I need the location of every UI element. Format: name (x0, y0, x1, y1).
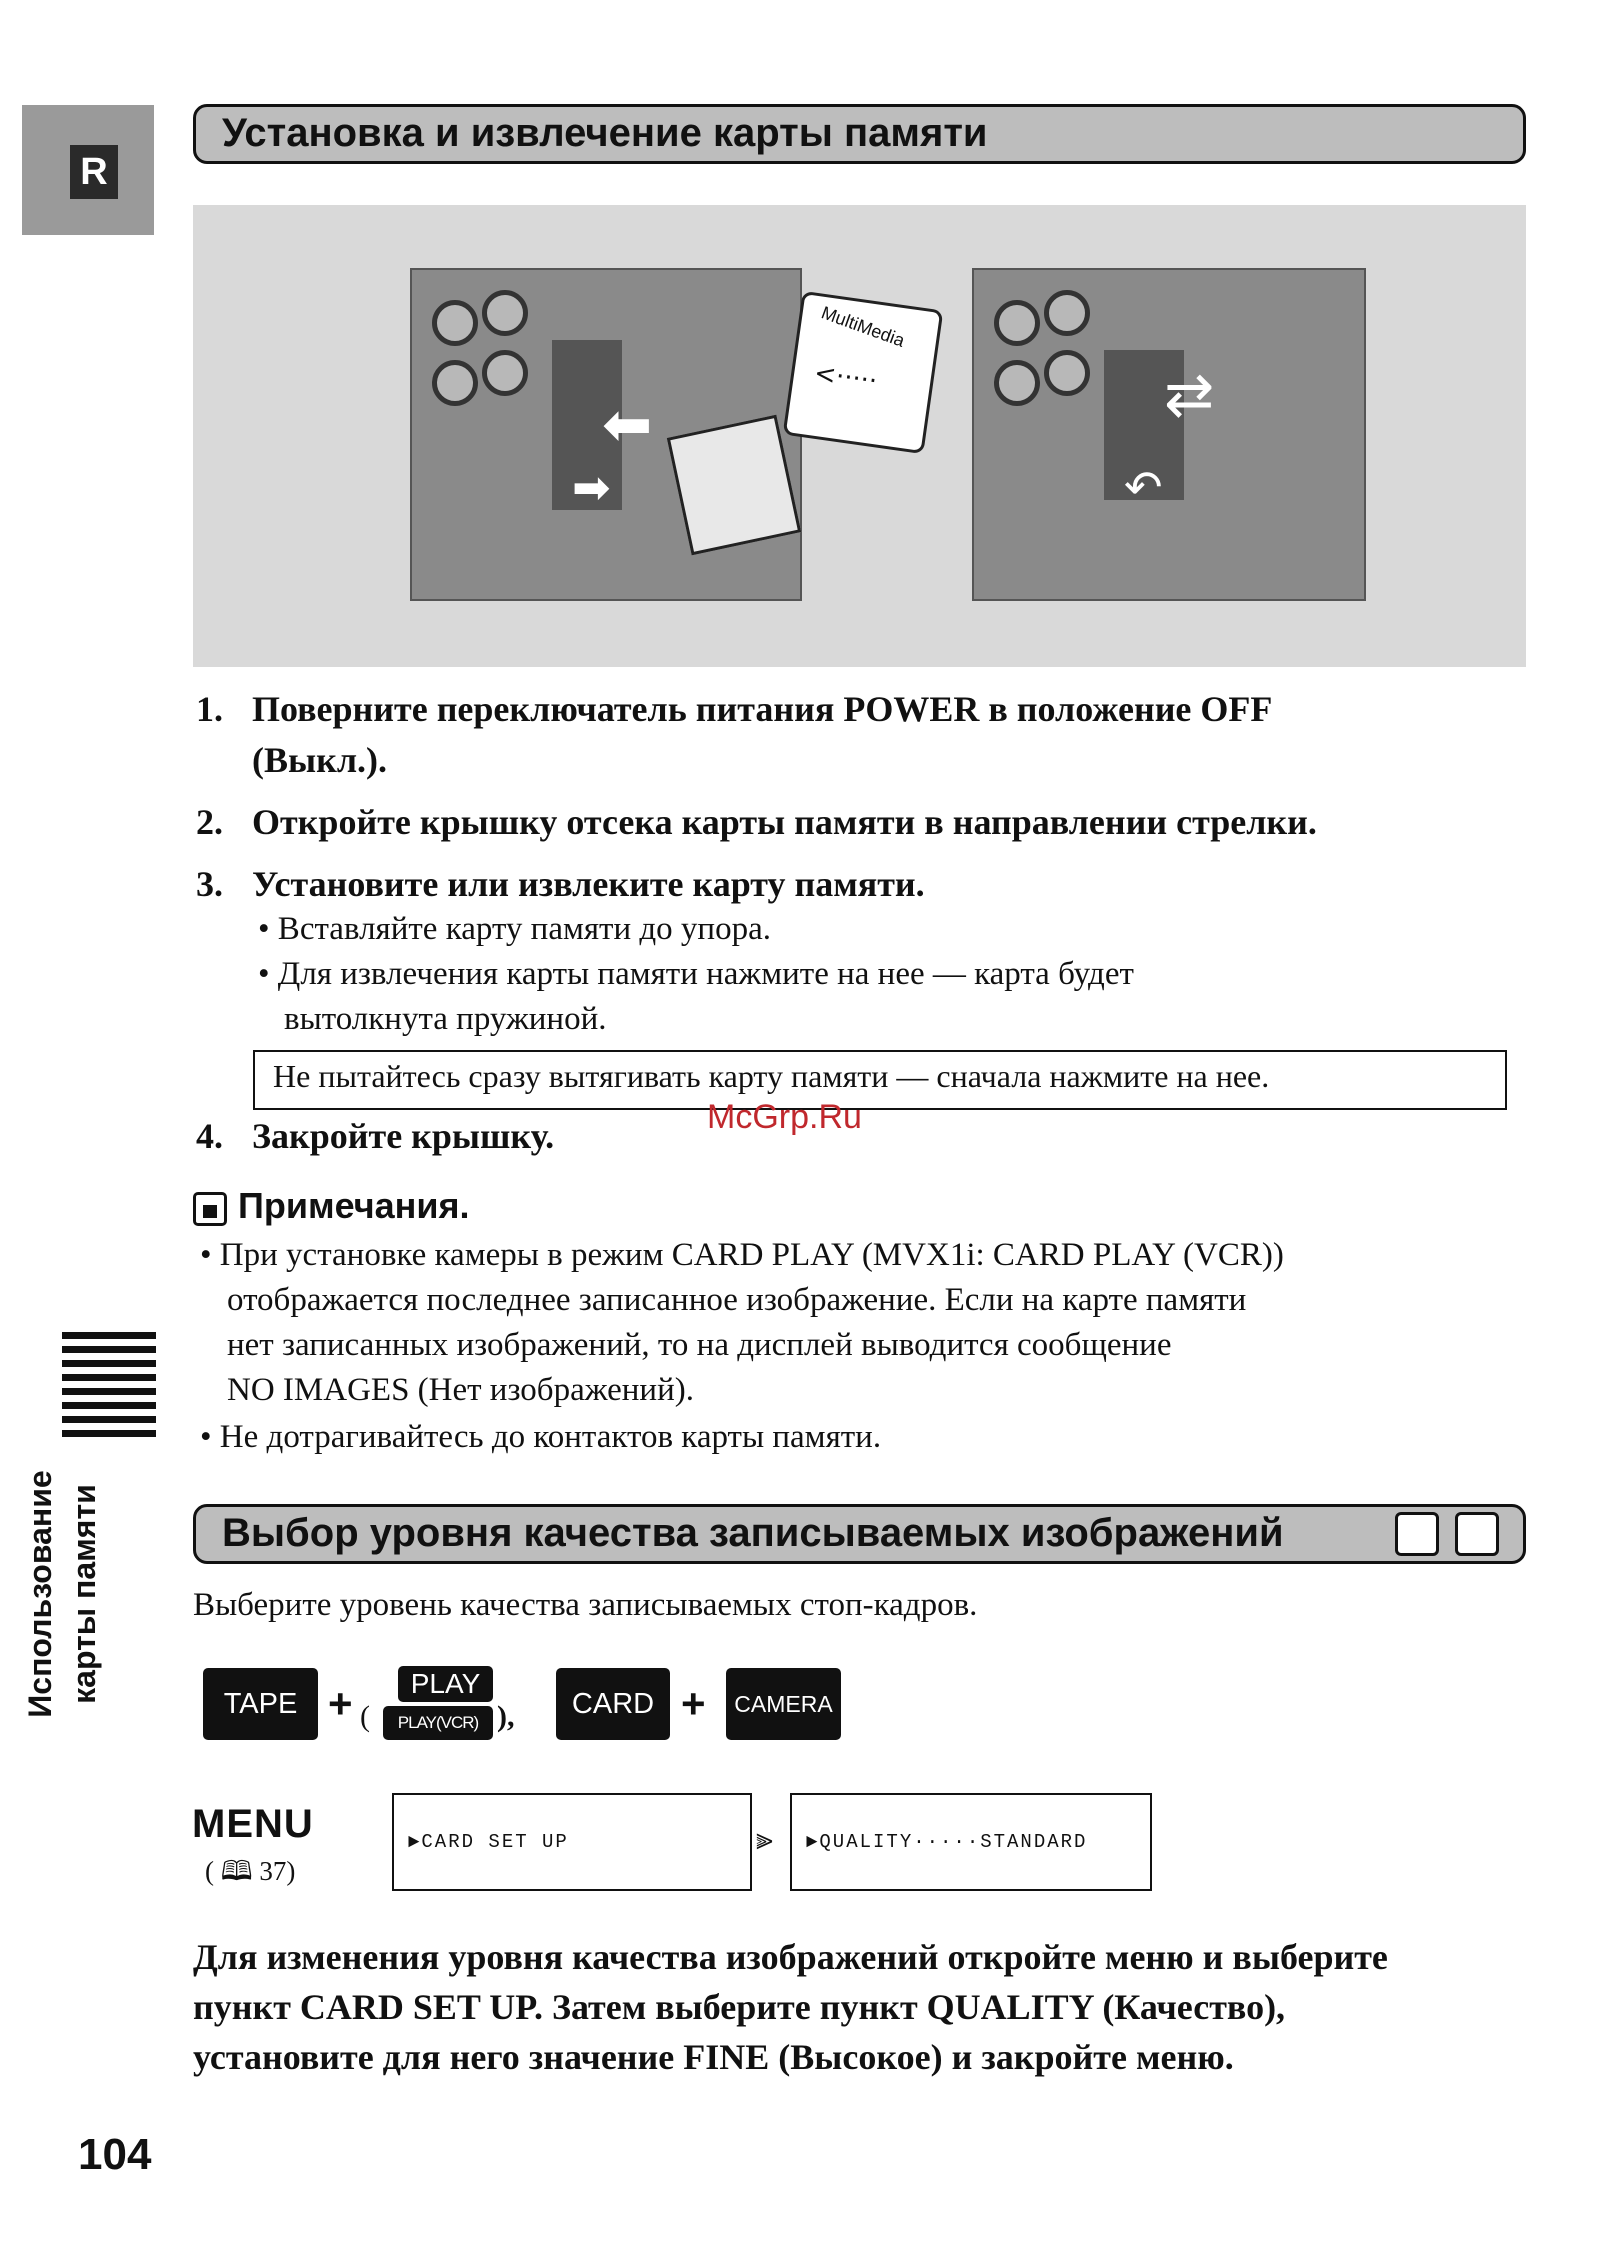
menu-item-text: ►CARD SET UP (408, 1831, 569, 1853)
card-mode-button: CARD (556, 1668, 670, 1740)
direction-arrow-icon: <····· (812, 358, 880, 397)
camera-mode-icon (1455, 1512, 1499, 1556)
section-intro: Выберите уровень качества записываемых стоп-кадров. (193, 1587, 978, 1623)
menu-page-ref: ( 🕮 37) (205, 1856, 296, 1886)
notes-title: Примечания. (238, 1185, 470, 1226)
open-arrow-icon: ➡ (572, 460, 611, 514)
card-label-callout (783, 291, 944, 454)
note-line: • При установке камеры в режим CARD PLAY (MVX1i: CARD PLAY (VCR)) (200, 1237, 1284, 1273)
paren-close: ), (497, 1700, 515, 1733)
plus-sign: + (328, 1680, 353, 1727)
side-tab-bar (62, 1346, 156, 1353)
button-dial (994, 360, 1040, 406)
side-tab-bar (62, 1374, 156, 1381)
eject-arrow-icon: ⇄ (1164, 360, 1215, 430)
step-1: 1. Поверните переключатель питания POWER в положение OFF (196, 689, 1273, 729)
button-dial (482, 290, 528, 336)
button-dial (432, 300, 478, 346)
note-line: отображается последнее записанное изображение. Если на карте памяти (227, 1282, 1247, 1318)
button-dial (994, 300, 1040, 346)
insert-arrow-icon: ⬅ (602, 390, 653, 460)
page-number: 104 (78, 2130, 152, 2179)
instruction-line: установите для него значение FINE (Высокое) и закройте меню. (193, 2037, 1234, 2077)
side-tab-bar (62, 1332, 156, 1339)
plus-sign: + (681, 1680, 706, 1727)
tape-mode-button: TAPE (203, 1668, 318, 1740)
menu-item-text: ►QUALITY·····STANDARD (806, 1831, 1088, 1853)
menu-label: MENU (192, 1802, 314, 1846)
step-3-bullet: • Для извлечения карты памяти нажмите на нее — карта будет (258, 956, 1134, 992)
menu-step-card-setup (392, 1793, 752, 1891)
paren-open: ( (360, 1700, 370, 1733)
menu-next-arrow-icon: ⫸ (756, 1822, 773, 1857)
watermark: McGrp.Ru (707, 1098, 862, 1136)
section-title: Установка и извлечение карты памяти (222, 111, 988, 155)
side-tab-bar (62, 1360, 156, 1367)
play-mode-button: PLAY (398, 1666, 493, 1702)
step-3-bullet: • Вставляйте карту памяти до упора. (258, 911, 771, 947)
side-label-line2: карты памяти (66, 1484, 102, 1704)
warning-text: Не пытайтесь сразу вытягивать карту памяти — сначала нажмите на нее. (273, 1058, 1270, 1094)
button-dial (1044, 350, 1090, 396)
note-line: • Не дотрагивайтесь до контактов карты памяти. (200, 1419, 882, 1455)
step-3: 3. Установите или извлеките карту памяти. (196, 864, 925, 904)
camera-photo-eject (972, 268, 1366, 601)
side-tab-bar (62, 1416, 156, 1423)
button-dial (432, 360, 478, 406)
section-title: Выбор уровня качества записываемых изображений (222, 1511, 1284, 1555)
section-header-quality (193, 1504, 1526, 1564)
note-line: нет записанных изображений, то на дисплей выводится сообщение (227, 1327, 1172, 1363)
playvcr-mode-button: PLAY(VCR) (383, 1706, 493, 1740)
side-tab-bar (62, 1388, 156, 1395)
language-badge: R (70, 145, 118, 199)
warning-box (253, 1050, 1507, 1110)
step-2: 2. Откройте крышку отсека карты памяти в направлении стрелки. (196, 802, 1317, 842)
card-mode-icon (1395, 1512, 1439, 1556)
camera-mode-button: CAMERA (726, 1668, 841, 1740)
side-label-line1: Использование (22, 1470, 58, 1718)
card-brand-label: MultiMedia (818, 302, 908, 351)
step-3-bullet-continued: вытолкнута пружиной. (284, 1001, 607, 1037)
section-header-memory-card (193, 104, 1526, 164)
side-chapter-label (18, 1443, 150, 1745)
note-line: NO IMAGES (Нет изображений). (227, 1372, 694, 1408)
side-tab-bar (62, 1402, 156, 1409)
close-arrow-icon: ↶ (1124, 460, 1163, 514)
instruction-line: Для изменения уровня качества изображений откройте меню и выберите (193, 1937, 1388, 1977)
side-tab-bar (62, 1430, 156, 1437)
button-dial (482, 350, 528, 396)
step-1-continued: (Выкл.). (252, 740, 388, 780)
instruction-line: пункт CARD SET UP. Затем выберите пункт QUALITY (Качество), (193, 1987, 1286, 2027)
note-icon (193, 1192, 227, 1226)
button-dial (1044, 290, 1090, 336)
step-4: 4. Закройте крышку. (196, 1116, 555, 1156)
menu-step-quality (790, 1793, 1152, 1891)
